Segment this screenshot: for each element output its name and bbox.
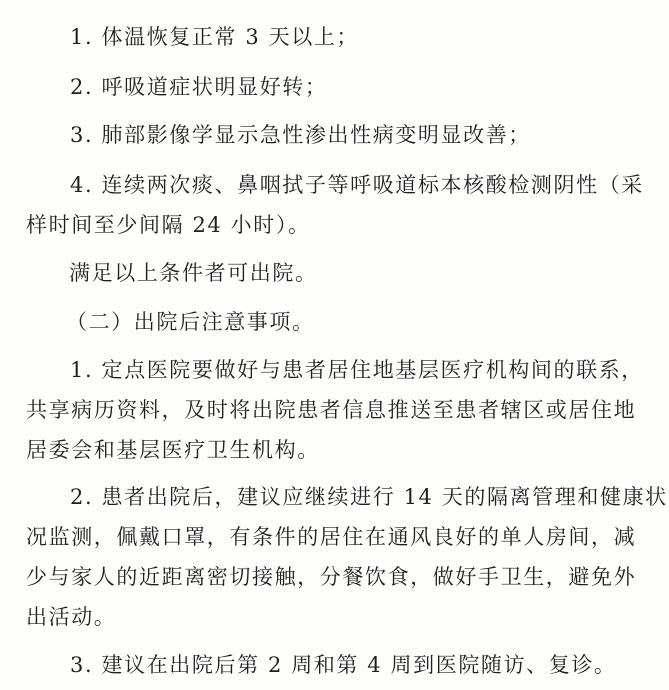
item-2-line-3: 少与家人的近距离密切接触，分餐饮食，做好手卫生，避免外	[26, 565, 637, 589]
criteria-3: 3. 肺部影像学显示急性渗出性病变明显改善；	[70, 123, 531, 147]
item-1-line-2: 共享病历资料，及时将出院患者信息推送至患者辖区或居住地	[26, 398, 637, 422]
item-3: 3. 建议在出院后第 2 周和第 4 周到医院随访、复诊。	[70, 653, 617, 677]
section-heading: （二）出院后注意事项。	[66, 310, 315, 334]
item-2-line-2: 况监测，佩戴口罩，有条件的居住在通风良好的单人房间，减	[26, 525, 637, 549]
criteria-1: 1. 体温恢复正常 3 天以上；	[70, 25, 360, 49]
criteria-4-line-1: 4. 连续两次痰、鼻咽拭子等呼吸道标本核酸检测阴性（采	[70, 173, 644, 197]
criteria-2: 2. 呼吸道症状明显好转；	[70, 75, 328, 99]
item-2-line-4: 出活动。	[26, 605, 117, 629]
item-1-line-1: 1. 定点医院要做好与患者居住地基层医疗机构间的联系，	[70, 358, 644, 382]
discharge-statement: 满足以上条件者可出院。	[69, 261, 318, 285]
criteria-4-line-2: 样时间至少间隔 24 小时）。	[26, 213, 311, 237]
item-2-line-1: 2. 患者出院后，建议应继续进行 14 天的隔离管理和健康状	[70, 485, 668, 509]
item-1-line-3: 居委会和基层医疗卫生机构。	[26, 438, 320, 462]
